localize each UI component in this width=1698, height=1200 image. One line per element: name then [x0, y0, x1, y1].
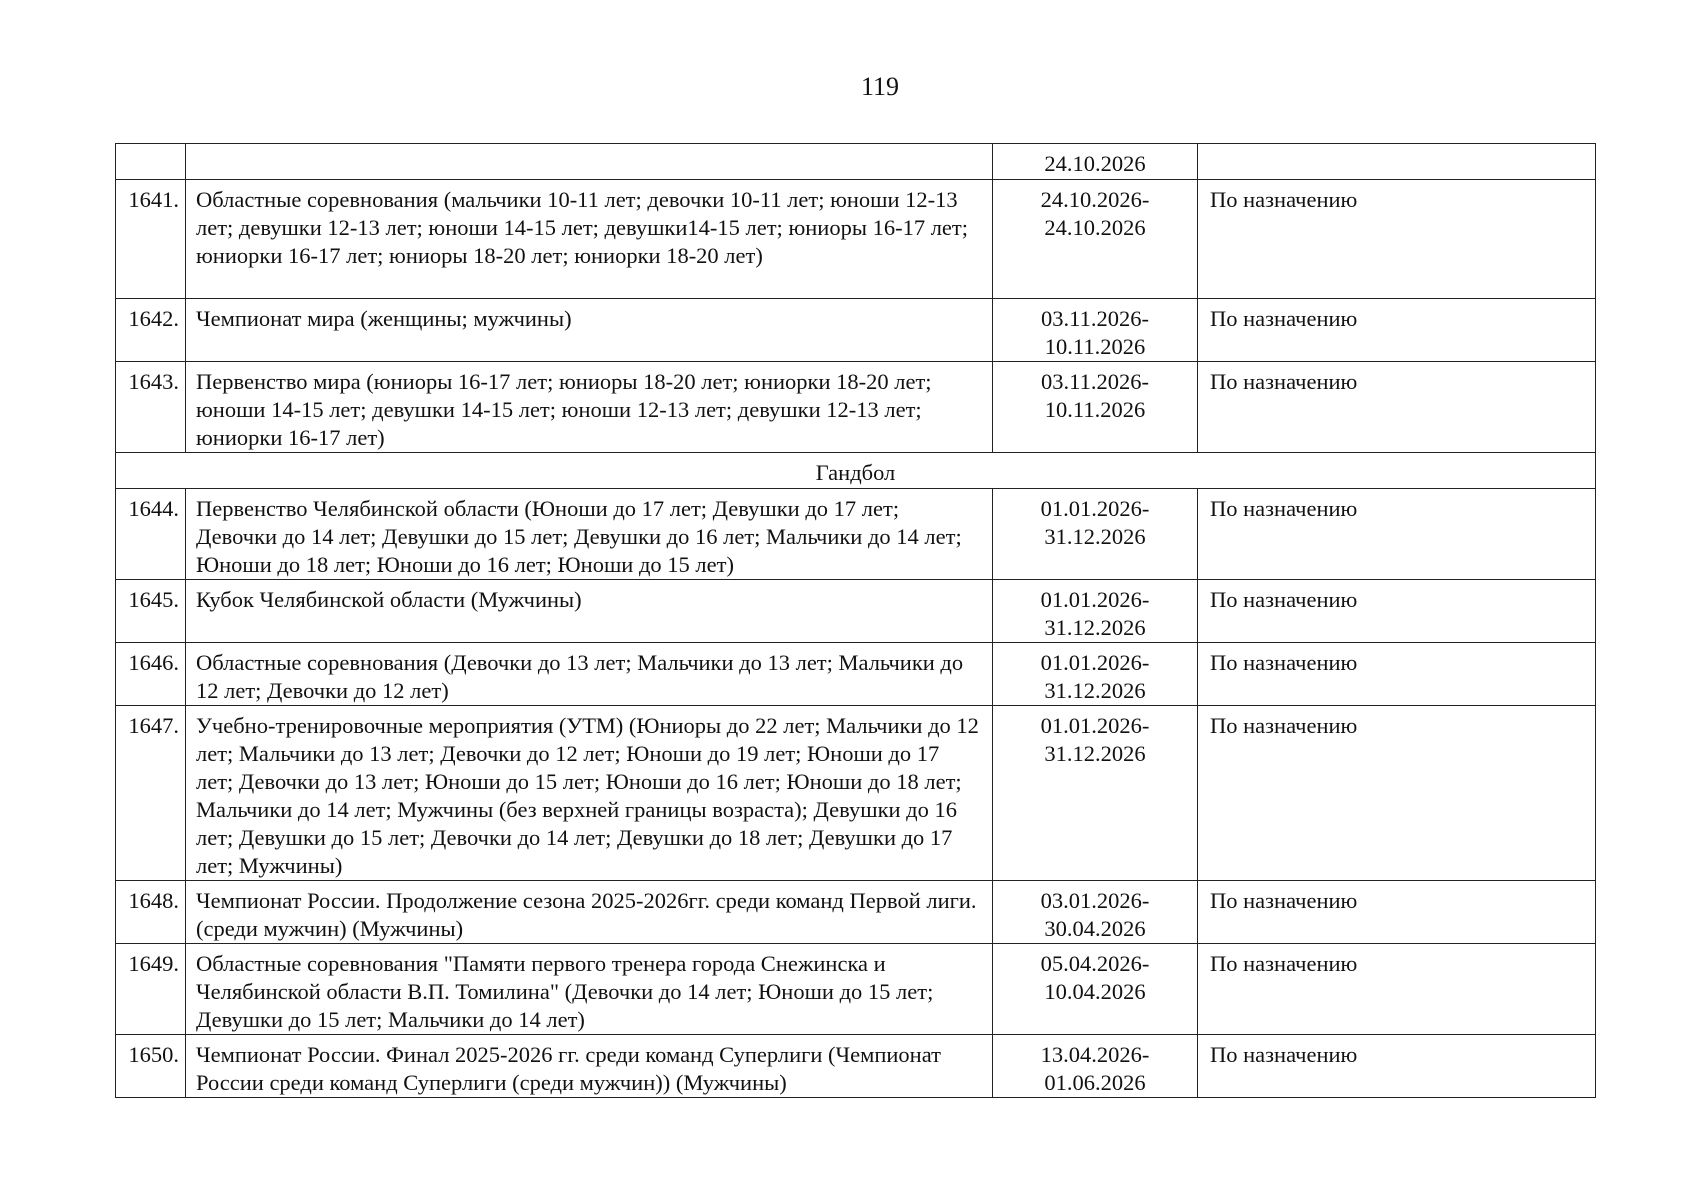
event-name: Кубок Челябинской области (Мужчины)	[186, 580, 993, 643]
event-dates: 01.01.2026- 31.12.2026	[993, 580, 1198, 643]
event-name: Чемпионат России. Финал 2025-2026 гг. среди команд Суперлиги (Чемпионат России среди команд Суперлиги (среди мужчин)) (Мужчины)	[186, 1035, 993, 1098]
event-name: Чемпионат мира (женщины; мужчины)	[186, 299, 993, 362]
table-row	[116, 180, 1596, 299]
event-responsible: По назначению	[1198, 362, 1596, 453]
event-name: Областные соревнования "Памяти первого тренера города Снежинска и Челябинской области В.П. Томилина" (Девочки до 14 лет; Юноши до 15 лет; Девушки до 15 лет; Мальчики до 14 лет)	[186, 944, 993, 1035]
table-row	[116, 144, 1596, 180]
event-responsible	[1198, 144, 1596, 180]
event-name: Первенство Челябинской области (Юноши до 17 лет; Девушки до 17 лет; Девочки до 14 лет; Девушки до 15 лет; Девушки до 16 лет; Мальчики до 14 лет; Юноши до 18 лет; Юноши до 16 лет; Юноши до 15 лет)	[186, 489, 993, 580]
row-number: 1646.	[116, 643, 186, 706]
row-number: 1647.	[116, 706, 186, 881]
event-responsible: По назначению	[1198, 944, 1596, 1035]
event-responsible: По назначению	[1198, 706, 1596, 881]
event-dates: 01.01.2026- 31.12.2026	[993, 706, 1198, 881]
event-responsible: По назначению	[1198, 580, 1596, 643]
event-responsible: По назначению	[1198, 643, 1596, 706]
event-dates: 24.10.2026	[993, 144, 1198, 180]
event-name	[186, 144, 993, 180]
event-dates: 24.10.2026- 24.10.2026	[993, 180, 1198, 299]
events-table	[115, 143, 1596, 1098]
row-number: 1645.	[116, 580, 186, 643]
row-number	[116, 144, 186, 180]
event-dates: 13.04.2026- 01.06.2026	[993, 1035, 1198, 1098]
event-dates: 03.01.2026- 30.04.2026	[993, 881, 1198, 944]
page-number: 119	[860, 72, 900, 101]
event-name: Областные соревнования (мальчики 10-11 лет; девочки 10-11 лет; юноши 12-13 лет; девушки 12-13 лет; юноши 14-15 лет; девушки14-15 лет; юниоры 16-17 лет; юниорки 16-17 лет; юниоры 18-20 лет; юниорки 18-20 лет)	[186, 180, 993, 299]
table-row	[116, 1035, 1596, 1098]
event-responsible: По назначению	[1198, 1035, 1596, 1098]
event-dates: 05.04.2026- 10.04.2026	[993, 944, 1198, 1035]
table-row	[116, 362, 1596, 453]
row-number: 1644.	[116, 489, 186, 580]
table-row	[116, 643, 1596, 706]
row-number: 1643.	[116, 362, 186, 453]
event-responsible: По назначению	[1198, 489, 1596, 580]
table-row	[116, 944, 1596, 1035]
row-number: 1641.	[116, 180, 186, 299]
event-dates: 01.01.2026- 31.12.2026	[993, 489, 1198, 580]
row-number: 1649.	[116, 944, 186, 1035]
event-responsible: По назначению	[1198, 881, 1596, 944]
event-dates: 03.11.2026- 10.11.2026	[993, 362, 1198, 453]
row-number: 1642.	[116, 299, 186, 362]
table-row	[116, 580, 1596, 643]
event-dates: 03.11.2026- 10.11.2026	[993, 299, 1198, 362]
event-responsible: По назначению	[1198, 299, 1596, 362]
section-title: Гандбол	[116, 453, 1596, 489]
event-name: Учебно-тренировочные мероприятия (УТМ) (Юниоры до 22 лет; Мальчики до 12 лет; Мальчики до 13 лет; Девочки до 12 лет; Юноши до 19 лет; Юноши до 17 лет; Девочки до 13 лет; Юноши до 15 лет; Юноши до 16 лет; Юноши до 18 лет; Мальчики до 14 лет; Мужчины (без верхней границы возраста); Девушки до 16 лет; Девушки до 15 лет; Девочки до 14 лет; Девушки до 18 лет; Девушки до 17 лет; Мужчины)	[186, 706, 993, 881]
event-dates: 01.01.2026- 31.12.2026	[993, 643, 1198, 706]
event-name: Областные соревнования (Девочки до 13 лет; Мальчики до 13 лет; Мальчики до 12 лет; Девочки до 12 лет)	[186, 643, 993, 706]
table-row	[116, 881, 1596, 944]
event-name: Чемпионат России. Продолжение сезона 2025-2026гг. среди команд Первой лиги. (среди мужчин) (Мужчины)	[186, 881, 993, 944]
table-row	[116, 489, 1596, 580]
event-name: Первенство мира (юниоры 16-17 лет; юниоры 18-20 лет; юниорки 18-20 лет; юноши 14-15 лет; девушки 14-15 лет; юноши 12-13 лет; девушки 12-13 лет; юниорки 16-17 лет)	[186, 362, 993, 453]
table-row	[116, 299, 1596, 362]
row-number: 1648.	[116, 881, 186, 944]
table-row	[116, 706, 1596, 881]
event-responsible: По назначению	[1198, 180, 1596, 299]
section-row	[116, 453, 1596, 489]
row-number: 1650.	[116, 1035, 186, 1098]
